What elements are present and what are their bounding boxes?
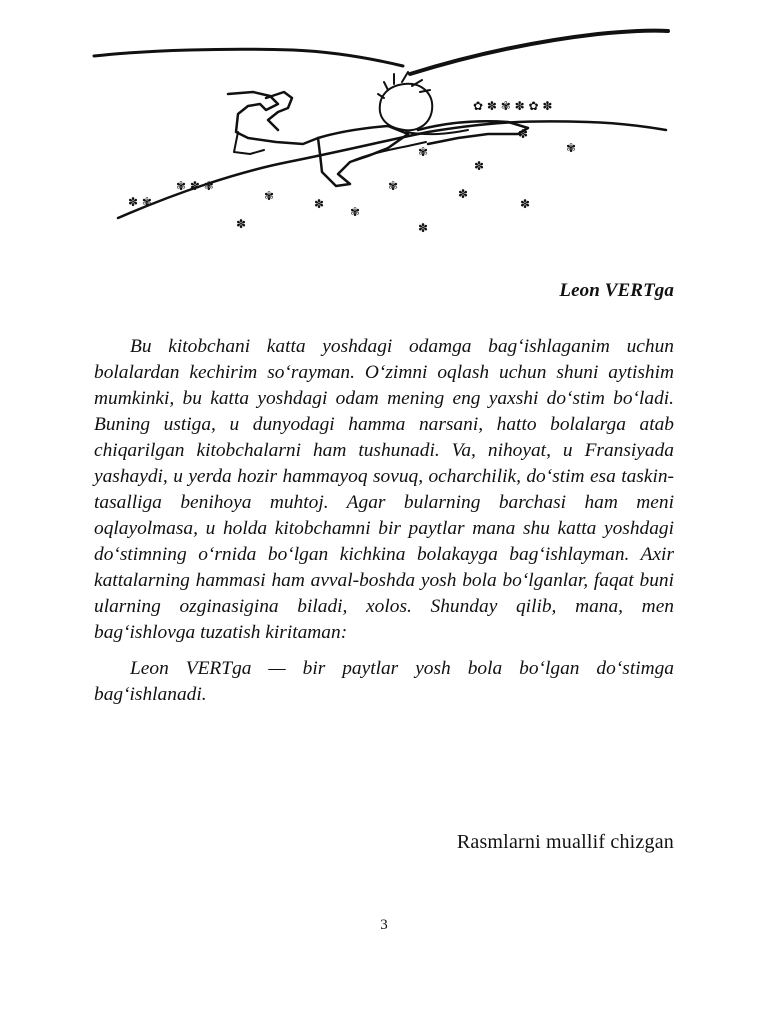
flower-icon: ✽ ✾ — [128, 195, 152, 209]
planet-horizon-line-right — [410, 31, 668, 74]
flower-icon: ✽ — [518, 127, 529, 141]
flower-icon: ✾ — [418, 145, 429, 159]
flower-icon: ✾ — [264, 189, 275, 203]
flower-icon: ✾ ✽ ✾ — [176, 179, 214, 193]
flower-icon: ✽ — [458, 187, 469, 201]
dedication-body — [94, 334, 674, 708]
dedication-heading: Leon VERTga — [559, 280, 674, 301]
flower-icon: ✽ — [520, 197, 531, 211]
prince-legs — [228, 92, 318, 144]
planet-surface-curve — [118, 121, 666, 218]
flower-icon: ✾ — [350, 205, 361, 219]
flower-icon: ✿ ✽ ✾ ✽ ✿ ✽ — [473, 99, 553, 113]
little-prince-illustration — [88, 22, 678, 247]
flower-icon: ✽ — [418, 221, 429, 235]
flower-icon: ✽ — [474, 159, 485, 173]
dedication-paragraph: Leon VERTga — bir paytlar yosh bola bo‘lgan do‘stimga bag‘ishlanadi. — [94, 658, 674, 705]
planet-horizon-line — [94, 49, 403, 66]
page-number: 3 — [380, 917, 388, 933]
flower-icon: ✾ — [388, 179, 399, 193]
dedication-paragraph: Bu kitobchani katta yoshdagi odamga bag‘ishlaganim uchun bolalardan kechirim so‘rayman. O‘zimni oqlash uchun shuni aytishim mumkinki, bu katta yoshdagi odam mening eng yaxshi do‘stim bo‘ladi. Buning ustiga, u dunyodagi hamma narsani, hatto bolalarga atab chiqarilgan kitobchalarni ham tushunadi. Va, nihoyat, u Fransiyada yashaydi, u yerda hozir hammayoq sovuq, ocharchilik, do‘stim esa taskin-tasalliga benihoya muhtoj. Agar bularning barchasi ham meni oqlayolmasa, u holda kitobchamni bir paytlar mana shu katta yoshdagi do‘stimning o‘rnida bo‘lgan kichkina bolakayga bag‘ishlayman. Axir kattalarning hammasi ham avval-boshda yosh bola bo‘lganlar, faqat buni ularning ozginasigina biladi, xolos. Shunday qilib, mana, men bag‘ishlovga tuzatish kiritaman: — [94, 336, 674, 643]
illustration-credit: Rasmlarni muallif chizgan — [456, 831, 674, 853]
flower-icon: ✾ — [566, 141, 577, 155]
flower-icon: ✽ — [314, 197, 325, 211]
flower-icon: ✽ — [236, 217, 247, 231]
